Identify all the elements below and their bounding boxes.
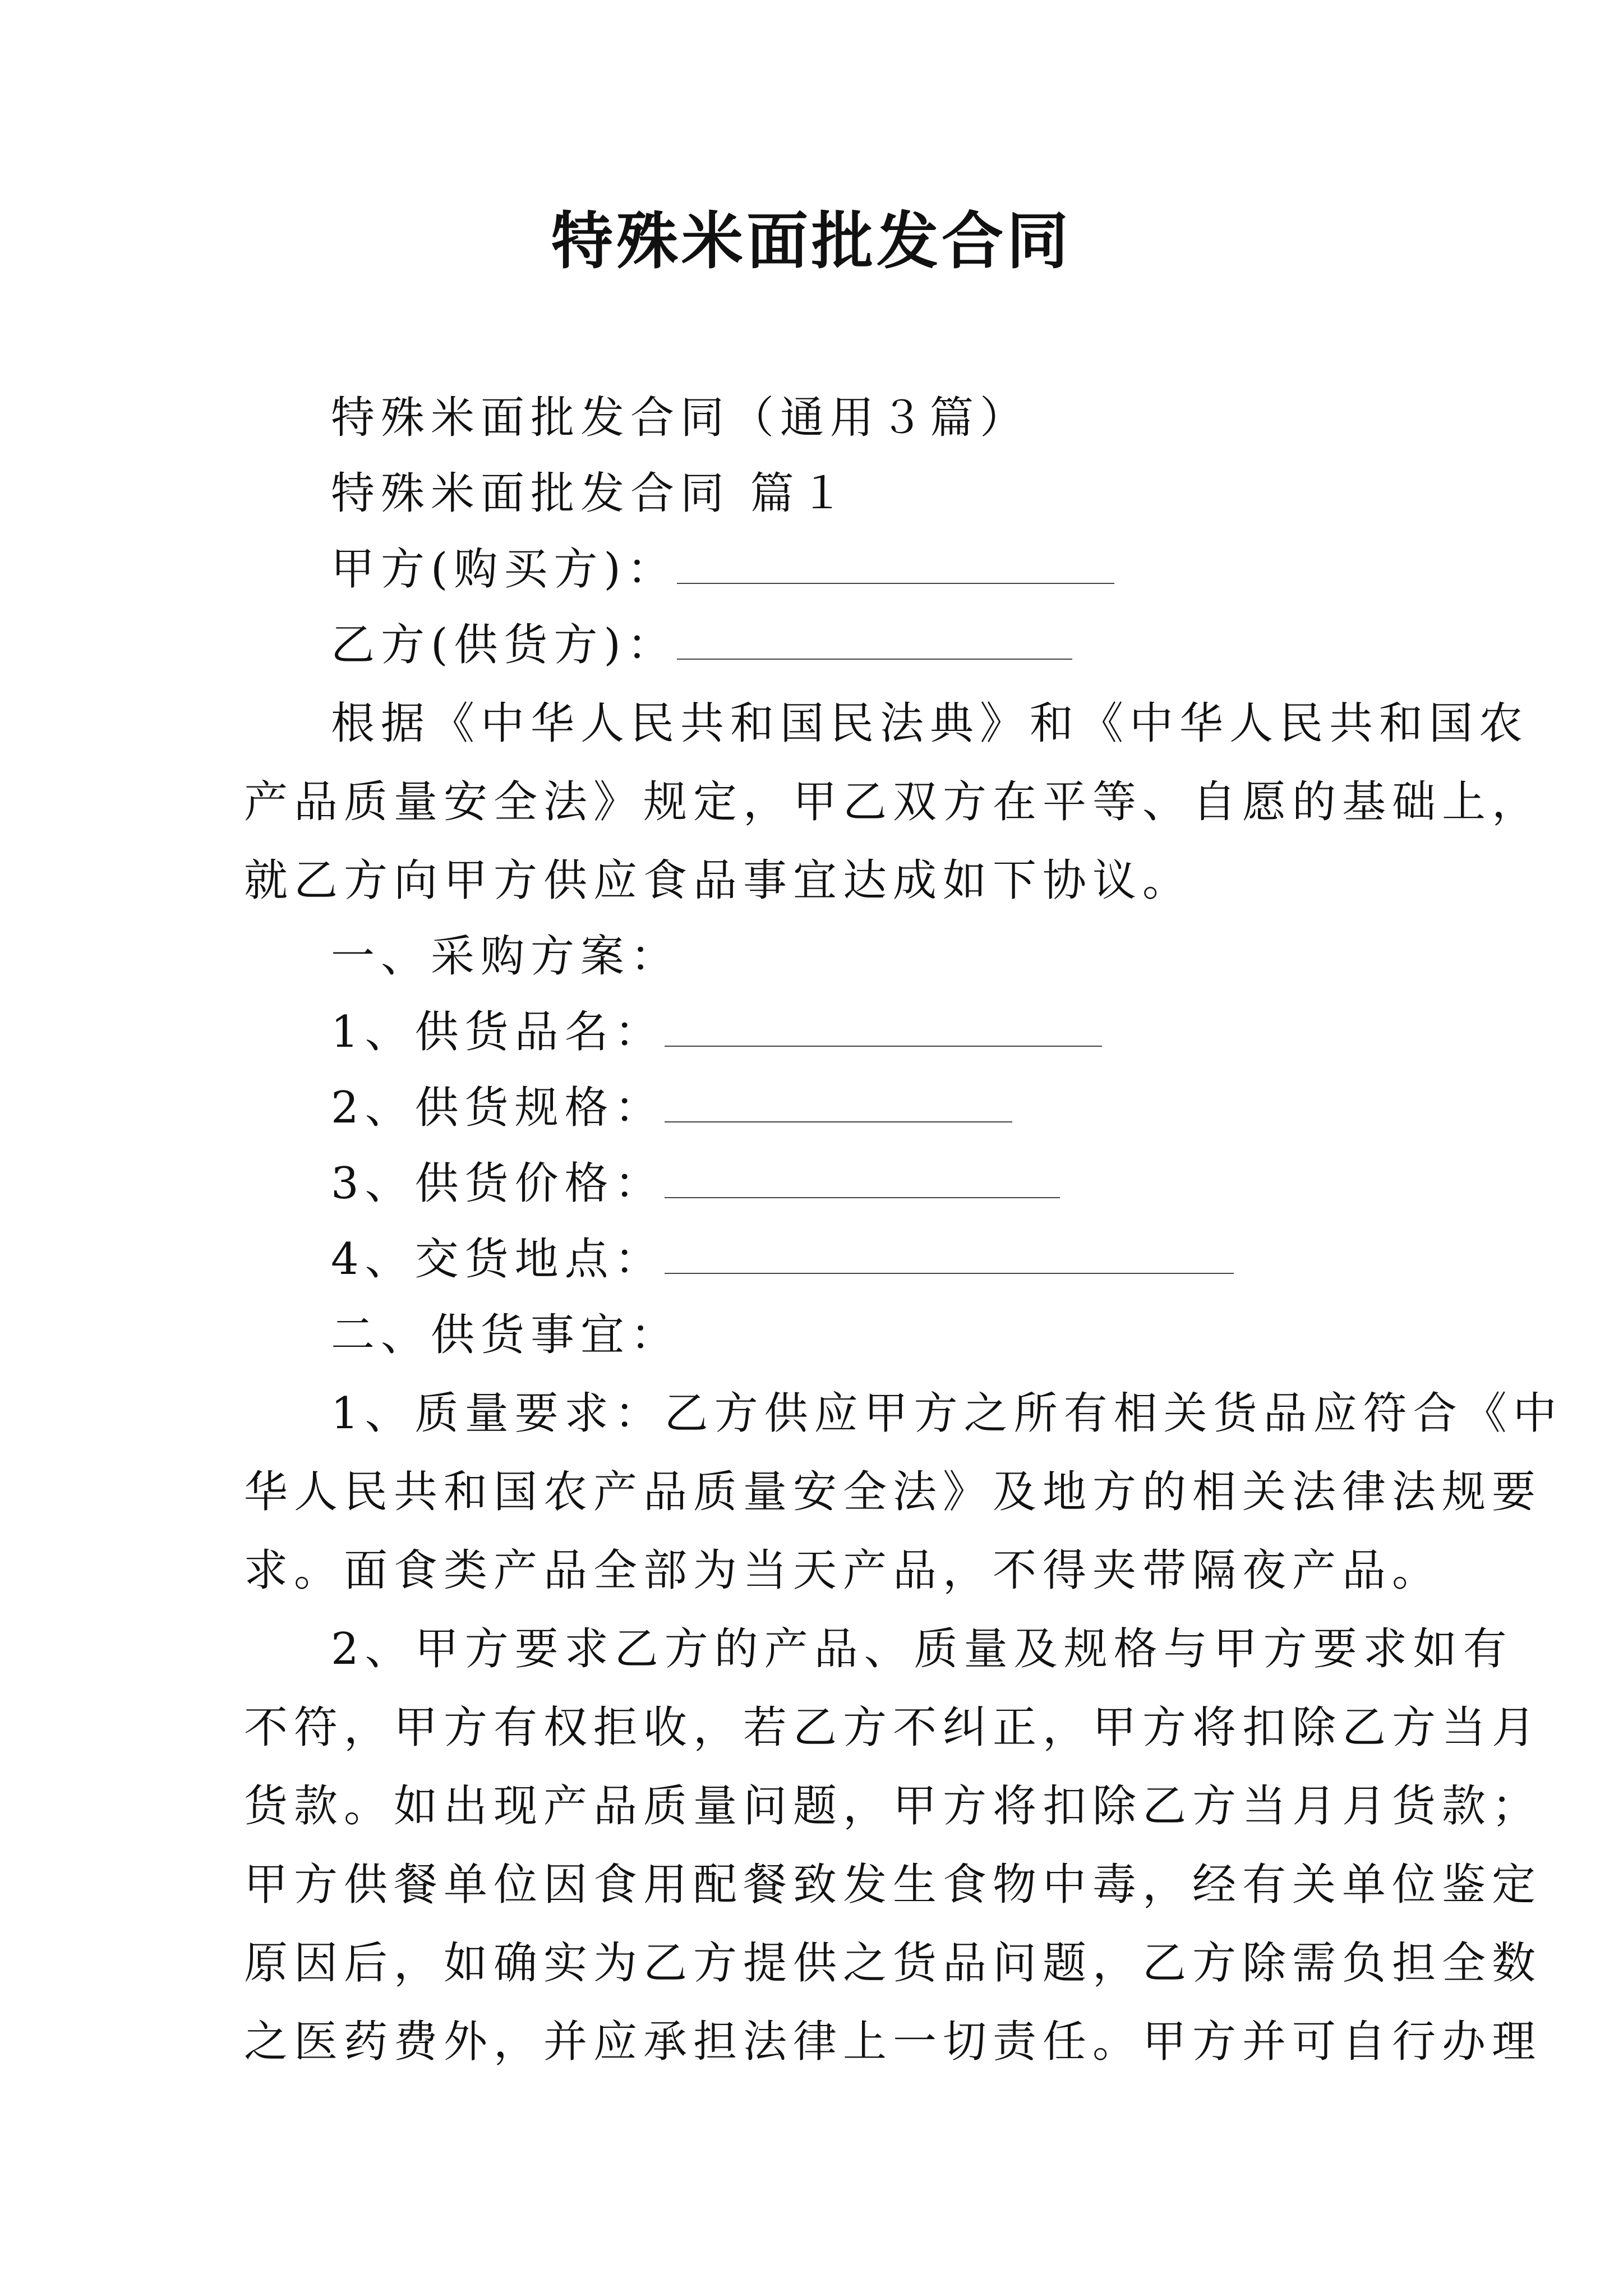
part1-item-label: 2、供货规格：: [331, 1083, 665, 1133]
party-b-label: 乙方(供货方)：: [331, 620, 677, 670]
part1-item-label: 4、交货地点：: [331, 1234, 665, 1285]
part1-item-row: [331, 1001, 1102, 1063]
clause1-line: 1、质量要求：乙方供应甲方之所有相关货品应符合《中: [331, 1388, 1563, 1439]
clause1-line: 华人民共和国农产品质量安全法》及地方的相关法律法规要: [244, 1467, 1542, 1517]
product-price-blank[interactable]: [665, 1157, 1060, 1198]
part1-item-row: [331, 1077, 1012, 1139]
party-b-blank[interactable]: [677, 618, 1072, 660]
clause2-line: 原因后，如确实为乙方提供之货品问题，乙方除需负担全数: [244, 1938, 1542, 1989]
part2-heading: 二、供货事宜：: [331, 1310, 681, 1360]
part1-item-row: [331, 1153, 1060, 1214]
party-b-row: [331, 614, 1072, 676]
product-spec-blank[interactable]: [665, 1081, 1012, 1122]
part1-item-label: 3、供货价格：: [331, 1158, 665, 1209]
delivery-location-blank[interactable]: [665, 1232, 1234, 1274]
intro-line: 就乙方向甲方供应食品事宜达成如下协议。: [244, 855, 1193, 906]
part1-item-label: 1、供货品名：: [331, 1007, 665, 1057]
party-a-blank[interactable]: [677, 542, 1114, 584]
party-a-label: 甲方(购买方)：: [331, 544, 677, 595]
intro-line: 根据《中华人民共和国民法典》和《中华人民共和国农: [331, 698, 1529, 749]
intro-line: 产品质量安全法》规定，甲乙双方在平等、自愿的基础上，: [244, 777, 1542, 827]
part1-heading: 一、采购方案：: [331, 931, 681, 982]
clause2-line: 货款。如出现产品质量问题，甲方将扣除乙方当月月货款；: [244, 1781, 1542, 1832]
clause2-line: 不符，甲方有权拒收，若乙方不纠正，甲方将扣除乙方当月: [244, 1703, 1542, 1753]
product-name-blank[interactable]: [665, 1005, 1102, 1047]
clause2-line: 2、甲方要求乙方的产品、质量及规格与甲方要求如有: [331, 1624, 1513, 1674]
section-heading: 特殊米面批发合同 篇１: [331, 468, 850, 519]
document-title: 特殊米面批发合同: [551, 205, 1072, 277]
party-a-row: [331, 539, 1114, 600]
clause2-line: 之医药费外，并应承担法律上一切责任。甲方并可自行办理: [244, 2017, 1542, 2067]
clause1-line: 求。面食类产品全部为当天产品，不得夹带隔夜产品。: [244, 1545, 1442, 1596]
part1-item-row: [331, 1228, 1234, 1290]
clause2-line: 甲方供餐单位因食用配餐致发生食物中毒，经有关单位鉴定: [244, 1860, 1542, 1910]
document-subtitle: 特殊米面批发合同（通用３篇）: [331, 393, 1030, 443]
